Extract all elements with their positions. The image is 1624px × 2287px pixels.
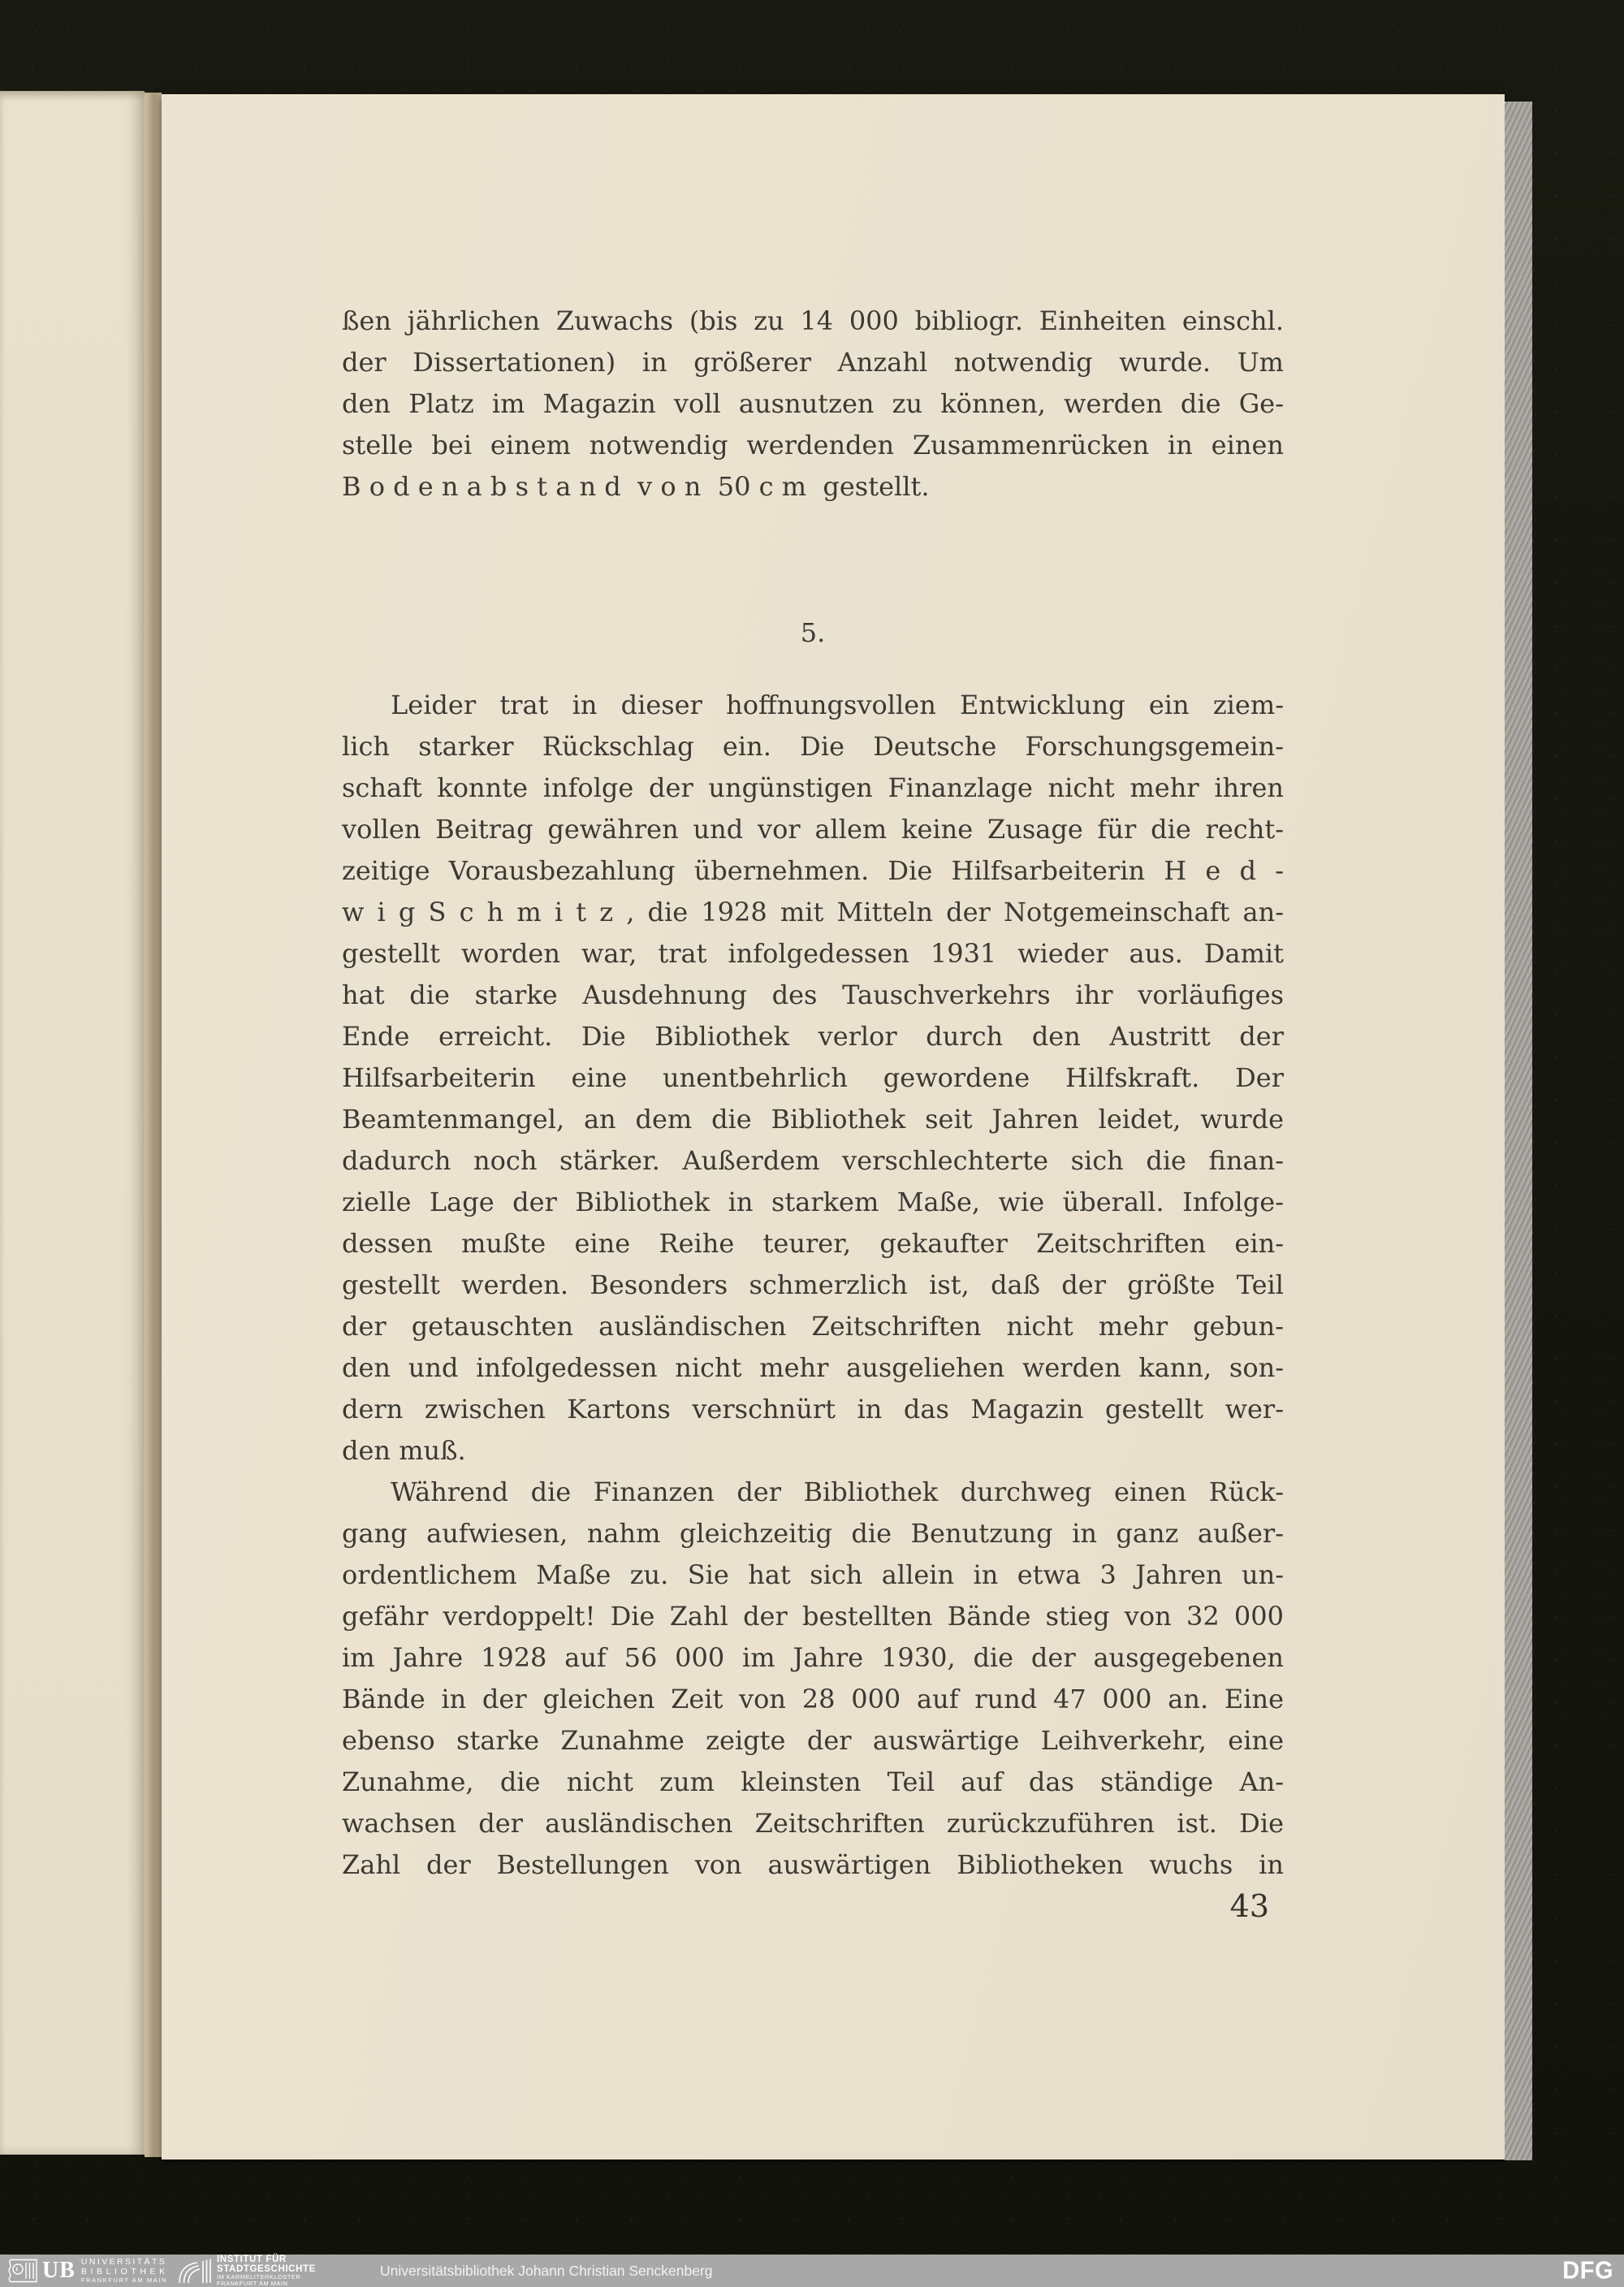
paragraph [342, 685, 1284, 1472]
institut-name-line-2: STADTGESCHICHTE [217, 2264, 316, 2275]
text-line: ebenso starke Zunahme zeigte der auswärtige Leihverkehr, eine [342, 1725, 1284, 1756]
dfg-label: DFG [1562, 2256, 1613, 2285]
page-edge-right [1505, 102, 1532, 2160]
text-line: wachsen der ausländischen Zeitschriften zurückzuführen ist. Die [342, 1808, 1284, 1839]
section-heading: 5. [800, 617, 826, 648]
dfg-logo [1562, 2255, 1613, 2287]
text-line: zielle Lage der Bibliothek in starkem Maße, wie überall. Infolge- [342, 1187, 1284, 1217]
ub-name-line-2: BIBLIOTHEK [80, 2266, 169, 2276]
book-page [162, 94, 1505, 2159]
paragraph [342, 1472, 1284, 1886]
text-line: Beamtenmangel, an dem die Bibliothek seit Jahren leidet, wurde [342, 1104, 1284, 1135]
text-line: ßen jährlichen Zuwachs (bis zu 14 000 bibliogr. Einheiten einschl. [342, 305, 1284, 336]
text-line: Hilfsarbeiterin eine unentbehrlich gewordene Hilfskraft. Der [342, 1062, 1284, 1093]
text-line: B o d e n a b s t a n d v o n 50 c m gestellt. [342, 471, 930, 502]
previous-page-edge [0, 91, 145, 2155]
text-line: Zunahme, die nicht zum kleinsten Teil auf das ständige An- [342, 1766, 1284, 1797]
text-line: vollen Beitrag gewähren und vor allem keine Zusage für die recht- [342, 814, 1284, 845]
text-line: dessen mußte eine Reihe teurer, gekaufter Zeitschriften ein- [342, 1228, 1284, 1259]
ub-name-line-1: UNIVERSITÄTS [80, 2257, 167, 2268]
text-line: dadurch noch stärker. Außerdem verschlechterte sich die finan- [342, 1145, 1284, 1176]
text-line: Während die Finanzen der Bibliothek durchweg einen Rück- [391, 1476, 1284, 1507]
institut-name-line-1: INSTITUT FÜR [217, 2255, 287, 2265]
text-block [342, 300, 1284, 1886]
text-line: Zahl der Bestellungen von auswärtigen Bibliotheken wuchs in [342, 1849, 1284, 1880]
text-line: schaft konnte infolge der ungünstigen Finanzlage nicht mehr ihren [342, 772, 1284, 803]
footer-bar [0, 2255, 1624, 2287]
text-line: zeitige Vorausbezahlung übernehmen. Die Hilfsarbeiterin H e d - [342, 855, 1284, 886]
ub-emblem-icon [6, 2259, 39, 2283]
text-line: den Platz im Magazin voll ausnutzen zu können, werden die Ge- [342, 388, 1284, 419]
ub-logo [6, 2255, 169, 2287]
text-line: stelle bei einem notwendig werdenden Zusammenrücken in einen [342, 430, 1284, 460]
text-line: w i g S c h m i t z , die 1928 mit Mitteln der Notgemeinschaft an- [342, 897, 1284, 927]
footer-source [380, 2255, 713, 2287]
text-line: der getauschten ausländischen Zeitschriften nicht mehr gebun- [342, 1311, 1284, 1342]
text-line: gefähr verdoppelt! Die Zahl der bestellten Bände stieg von 32 000 [342, 1601, 1284, 1632]
ub-name-line-3: FRANKFURT AM MAIN [80, 2276, 168, 2284]
text-line: Bände in der gleichen Zeit von 28 000 auf rund 47 000 an. Eine [342, 1684, 1284, 1714]
text-line: im Jahre 1928 auf 56 000 im Jahre 1930, die der ausgegebenen [342, 1642, 1284, 1673]
text-line: gestellt worden war, trat infolgedessen 1931 wieder aus. Damit [342, 938, 1284, 969]
institut-emblem-icon [178, 2258, 212, 2284]
text-line: gestellt werden. Besonders schmerzlich ist, daß der größte Teil [342, 1269, 1284, 1300]
text-line: hat die starke Ausdehnung des Tauschverkehrs ihr vorläufiges [342, 979, 1284, 1010]
text-line: Leider trat in dieser hoffnungsvollen Entwicklung ein ziem- [391, 690, 1284, 720]
institut-name-line-3: IM KARMELITERKLOSTER [217, 2273, 301, 2281]
text-line: lich starker Rückschlag ein. Die Deutsche Forschungsgemein- [342, 731, 1284, 762]
text-line: den muß. [342, 1435, 466, 1466]
footer-source-text: Universitätsbibliothek Johann Christian Senckenberg [380, 2262, 713, 2279]
text-line: gang aufwiesen, nahm gleichzeitig die Benutzung in ganz außer- [342, 1518, 1284, 1549]
book-gutter [145, 93, 162, 2157]
paragraph [342, 300, 1284, 508]
text-line: dern zwischen Kartons verschnürt in das Magazin gestellt wer- [342, 1394, 1284, 1425]
ub-abbr: UB [42, 2258, 76, 2283]
text-line: Ende erreicht. Die Bibliothek verlor durch den Austritt der [342, 1021, 1284, 1052]
institut-name-line-4: FRANKFURT AM MAIN [217, 2280, 288, 2287]
page-number: 43 [1229, 1888, 1269, 1924]
text-line: der Dissertationen) in größerer Anzahl notwendig wurde. Um [342, 347, 1284, 378]
text-line: ordentlichem Maße zu. Sie hat sich allein in etwa 3 Jahren un- [342, 1559, 1284, 1590]
institut-logo [178, 2255, 316, 2287]
text-line: den und infolgedessen nicht mehr ausgeliehen werden kann, son- [342, 1352, 1284, 1383]
